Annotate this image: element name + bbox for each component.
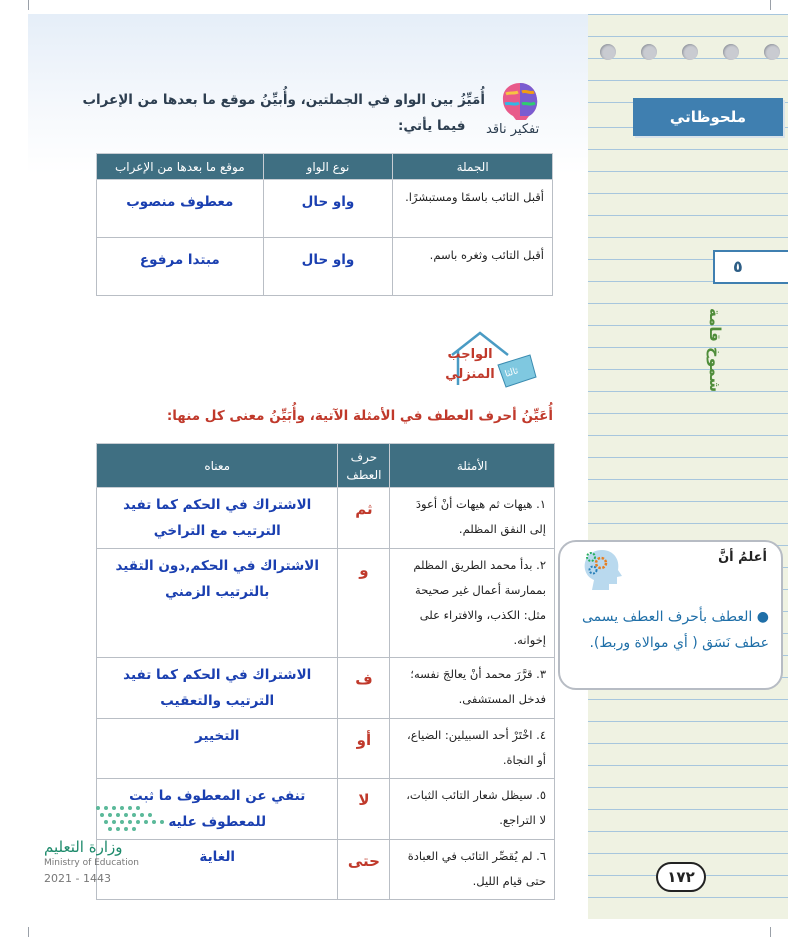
hole-icon xyxy=(723,44,739,60)
ministry-name-ar: وزارة التعليم xyxy=(44,838,123,856)
waw-type-cell: واو حال xyxy=(263,238,393,296)
table-row xyxy=(97,549,555,658)
example-cell: ٢. بدأ محمد الطريق المظلم بممارسة أعمال غير صحيحة مثل: الكذب، والافتراء على إخوانه. xyxy=(390,549,555,658)
brain-icon xyxy=(498,80,542,122)
know-title: أعلمُ أنَّ xyxy=(718,550,767,565)
example-cell: ٤. اخْتَرْ أحد السبيلين: الضياع، أو النجاة. xyxy=(390,719,555,779)
homework-line1: الواجب xyxy=(447,347,493,362)
unit-title-text: شموخ قامة xyxy=(706,307,724,393)
table-row xyxy=(97,180,553,238)
notes-column xyxy=(588,14,788,919)
col-header-conjunction: حرف العطف xyxy=(338,444,390,488)
crop-mark xyxy=(770,927,771,937)
crop-mark xyxy=(770,0,771,10)
col-header-meaning: معناه xyxy=(97,444,338,488)
meaning-cell: الاشتراك في الحكم,دون التقيد بالترتيب الزمني xyxy=(97,549,338,658)
position-cell: مبتدا مرفوع xyxy=(97,238,264,296)
waw-type-cell: واو حال xyxy=(263,180,393,238)
book-label: ثالثا xyxy=(503,366,520,380)
instruction-1-cont: فيما يأتي: xyxy=(398,118,466,134)
waw-table xyxy=(96,153,553,296)
col-header-waw-type: نوع الواو xyxy=(263,154,393,180)
crop-mark xyxy=(28,0,29,10)
meaning-cell: الاشتراك في الحكم كما تفيد الترتيب مع التراخي xyxy=(97,488,338,549)
instruction-2: أُعَيِّنُ أحرف العطف في الأمثلة الآتية، وأُبَيِّنُ معنى كل منها: xyxy=(166,408,553,424)
conjunction-cell: أو xyxy=(338,719,390,779)
crop-mark xyxy=(28,927,29,937)
example-cell: ٥. سيظل شعار التائب الثبات، لا التراجع. xyxy=(390,779,555,840)
conjunction-cell: لا xyxy=(338,779,390,840)
critical-thinking-label: تفكير ناقد xyxy=(486,122,540,137)
hole-icon xyxy=(682,44,698,60)
unit-number: ٥ xyxy=(713,250,788,284)
example-cell: ٣. قرَّرَ محمد أنْ يعالجَ نفسه؛ فدخل المستشفى. xyxy=(390,658,555,719)
hole-icon xyxy=(600,44,616,60)
table-row xyxy=(97,719,555,779)
homework-line2: المنزلي xyxy=(445,367,495,382)
meaning-cell: التخيير xyxy=(97,719,338,779)
sentence-cell: أقبل التائب باسمًا ومستبشرًا. xyxy=(393,180,553,238)
bullet-icon: ● xyxy=(752,609,769,625)
instruction-1: أُمَيِّزُ بين الواو في الجملتين، وأُبيِّنُ موقع ما بعدها من الإعراب xyxy=(82,92,485,108)
did-you-know-box xyxy=(558,540,783,690)
col-header-position: موقع ما بعدها من الإعراب xyxy=(97,154,264,180)
sentence-cell: أقبل التائب وثغره باسم. xyxy=(393,238,553,296)
page-number: ١٧٢ xyxy=(656,862,706,892)
hole-icon xyxy=(764,44,780,60)
hole-icon xyxy=(641,44,657,60)
col-header-sentence: الجملة xyxy=(393,154,553,180)
table-row xyxy=(97,658,555,719)
thinking-head-icon xyxy=(574,546,624,592)
col-header-examples: الأمثلة xyxy=(390,444,555,488)
know-text xyxy=(569,604,769,656)
ministry-name-en: Ministry of Education xyxy=(44,858,139,868)
example-cell: ٦. لم يُقصِّر التائب في العبادة حتى قيام الليل. xyxy=(390,840,555,900)
meaning-cell: الاشتراك في الحكم كما تفيد الترتيب والتعقيب xyxy=(97,658,338,719)
position-cell: معطوف منصوب xyxy=(97,180,264,238)
edition-year: 2021 - 1443 xyxy=(44,872,111,885)
example-cell: ١. هيهات ثم هيهات أنْ أعودَ إلى النفق المظلم. xyxy=(390,488,555,549)
conjunction-cell: و xyxy=(338,549,390,658)
binder-holes xyxy=(600,44,780,60)
unit-title xyxy=(700,290,730,410)
meaning-cell: تنفي عن المعطوف ما ثبت للمعطوف عليه xyxy=(97,779,338,840)
meaning-cell: الغاية xyxy=(97,840,338,900)
table-row xyxy=(97,488,555,549)
notes-title: ملحوظاتي xyxy=(633,98,783,136)
conjunction-cell: ثم xyxy=(338,488,390,549)
table-row xyxy=(97,238,553,296)
know-body: العطف بأحرف العطف يسمى عطف نَسَق ( أي موالاة وربط). xyxy=(582,609,769,651)
conjunction-cell: حتى xyxy=(338,840,390,900)
homework-label xyxy=(440,345,500,385)
conjunction-cell: ف xyxy=(338,658,390,719)
